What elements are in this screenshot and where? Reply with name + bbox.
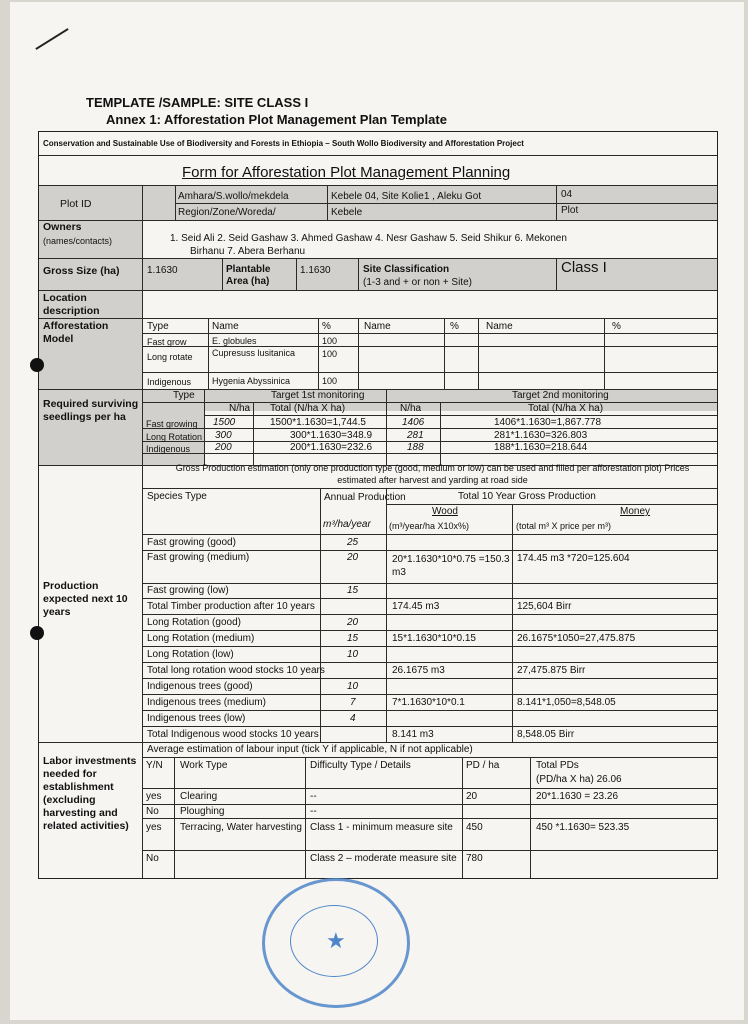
seedling-row-type: Fast growing xyxy=(146,419,198,429)
production-row-species: Indigenous trees (good) xyxy=(147,681,253,692)
production-total-indigenous-wood: 8.141 m3 xyxy=(392,729,434,740)
production-row-species: Indigenous trees (medium) xyxy=(147,697,266,708)
labor-row-difficulty: Class 2 – moderate measure site xyxy=(310,853,457,864)
labor-intro: Average estimation of labour input (tick Y if applicable, N if not applicable) xyxy=(147,744,473,755)
production-row-wood: 7*1.1630*10*0.1 xyxy=(392,697,465,708)
labor-yn-header: Y/N xyxy=(146,760,163,771)
labor-row-difficulty: -- xyxy=(310,791,317,802)
seedling-type-header: Type xyxy=(173,390,195,401)
kebele-label: Kebele xyxy=(331,207,363,218)
labor-row-yn: yes xyxy=(146,791,162,802)
plantable-area-label: Plantable Area (ha) xyxy=(226,264,271,287)
labor-row-pd: 450 xyxy=(466,822,483,833)
production-total-long-rotation: Total long rotation wood stocks 10 years xyxy=(147,665,325,676)
labor-row-total: 450 *1.1630= 523.35 xyxy=(536,822,630,833)
production-row-money: 174.45 m3 *720=125.604 xyxy=(517,553,630,564)
site-classification-note: (1-3 and + or non + Site) xyxy=(363,277,472,288)
model-row-name: E. globules xyxy=(212,336,257,346)
labor-row-work: Clearing xyxy=(180,791,218,802)
labor-row-work: Terracing, Water harvesting xyxy=(180,822,302,833)
production-row-annual: 4 xyxy=(350,713,356,724)
production-row-money: 8.141*1,050=8,548.05 xyxy=(517,697,616,708)
labor-row-pd: 20 xyxy=(466,791,478,802)
site-class-value: Class I xyxy=(561,259,607,276)
target-2-total: Total (N/ha X ha) xyxy=(528,403,604,414)
target-1-total: Total (N/ha X ha) xyxy=(270,403,346,414)
production-total-timber: Total Timber production after 10 years xyxy=(147,601,315,612)
kebele-value: Kebele 04, Site Kolie1 , Aleku Got xyxy=(331,191,482,202)
production-total-long-rotation-wood: 26.1675 m3 xyxy=(392,665,445,676)
production-row-money: 26.1675*1050=27,475.875 xyxy=(517,633,636,644)
model-header-name-2: Name xyxy=(364,321,391,332)
region-value: Amhara/S.wollo/mekdela xyxy=(178,191,289,202)
production-row-annual: 7 xyxy=(350,697,356,708)
owners-line-1: 1. Seid Ali 2. Seid Gashaw 3. Ahmed Gashaw 4. Nesr Gashaw 5. Seid Shikur 6. Mekonen xyxy=(170,233,567,244)
seedling-row-t1: 1500*1.1630=1,744.5 xyxy=(270,417,366,428)
project-name: Conservation and Sustainable Use of Biodiversity and Forests in Ethiopia – South Wollo Biodiversity and Afforestation Project xyxy=(43,139,524,148)
model-header-type: Type xyxy=(147,321,169,332)
seedling-row-t2: 1406*1.1630=1,867.778 xyxy=(494,417,602,428)
production-row-species: Long Rotation (low) xyxy=(147,649,234,660)
wood-unit: (m³/year/ha X10x%) xyxy=(389,521,470,531)
labor-total-header-2: (PD/ha X ha) 26.06 xyxy=(536,774,622,785)
labor-row-difficulty: -- xyxy=(310,806,317,817)
target-2-nha: N/ha xyxy=(400,403,422,414)
seedling-row-n2: 188 xyxy=(407,442,424,453)
target-1-header: Target 1st monitoring xyxy=(271,390,365,401)
seedling-row-type: Long Rotation xyxy=(146,432,203,442)
plantable-area-value: 1.1630 xyxy=(300,265,331,276)
labor-row-difficulty: Class 1 - minimum measure site xyxy=(310,822,453,833)
owners-line-2: Birhanu 7. Abera Berhanu xyxy=(190,246,306,257)
production-total-indigenous: Total Indigenous wood stocks 10 years xyxy=(147,729,319,740)
seedlings-label: Required surviving seedlings per ha xyxy=(43,398,139,423)
seedling-row-n1: 200 xyxy=(215,442,232,453)
seedling-row-type: Indigenous xyxy=(146,444,191,454)
afforestation-model-label: Afforestation Model xyxy=(43,320,109,345)
labor-total-header: Total PDs xyxy=(536,760,579,771)
money-unit: (total m³ X price per m³) xyxy=(516,521,612,531)
model-row-name: Hygenia Abyssinica xyxy=(212,376,291,386)
production-row-species: Fast growing (medium) xyxy=(147,552,250,563)
production-label: Production expected next 10 years xyxy=(43,580,128,618)
document-subtitle: Annex 1: Afforestation Plot Management Plan Template xyxy=(106,112,447,127)
production-total-timber-money: 125,604 Birr xyxy=(517,601,572,612)
model-row-pct: 100 xyxy=(322,349,338,359)
location-label: Location description xyxy=(43,292,100,317)
model-header-pct-1: % xyxy=(322,321,331,332)
plot-id-label: Plot ID xyxy=(60,198,92,210)
annual-production-unit: m³/ha/year xyxy=(323,519,371,530)
model-header-pct-2: % xyxy=(450,321,459,332)
annual-production-header: Annual Production xyxy=(324,492,406,503)
form-title: Form for Afforestation Plot Management Planning xyxy=(182,164,511,181)
document-title: TEMPLATE /SAMPLE: SITE CLASS I xyxy=(86,95,309,110)
production-total-long-rotation-money: 27,475.875 Birr xyxy=(517,665,586,676)
model-header-name-3: Name xyxy=(486,321,513,332)
total-production-header: Total 10 Year Gross Production xyxy=(458,491,596,502)
production-row-annual: 15 xyxy=(347,585,359,596)
production-row-species: Long Rotation (good) xyxy=(147,617,241,628)
labor-difficulty-header: Difficulty Type / Details xyxy=(310,760,411,771)
stamp-star-icon: ★ xyxy=(326,928,346,953)
production-row-annual: 20 xyxy=(347,552,359,563)
owners-label: Owners xyxy=(43,221,82,233)
money-header: Money xyxy=(620,506,651,517)
seedling-row-n1: 300 xyxy=(215,430,232,441)
production-row-annual: 15 xyxy=(347,633,359,644)
wood-header: Wood xyxy=(432,506,458,517)
seedling-row-n2: 281 xyxy=(407,430,424,441)
production-row-species: Fast growing (low) xyxy=(147,585,229,596)
production-row-species: Long Rotation (medium) xyxy=(147,633,255,644)
species-type-header: Species Type xyxy=(147,491,207,502)
region-label: Region/Zone/Woreda/ xyxy=(178,207,276,218)
owners-sublabel: (names/contacts) xyxy=(43,236,113,246)
seedling-row-n2: 1406 xyxy=(402,417,425,428)
punch-hole xyxy=(30,626,44,640)
gross-size-value: 1.1630 xyxy=(147,265,178,276)
labor-row-work: Ploughing xyxy=(180,806,225,817)
production-row-species: Indigenous trees (low) xyxy=(147,713,246,724)
model-row-pct: 100 xyxy=(322,336,338,346)
model-row-type: Fast grow xyxy=(147,337,187,347)
production-intro: Gross Production estimation (only one production type (good, medium or low) can be used and filled per afforestation plot) Prices estimated after harvest and yarding at road side xyxy=(175,463,690,485)
labor-row-total: 20*1.1630 = 23.26 xyxy=(536,791,619,802)
punch-hole xyxy=(30,358,44,372)
labor-row-yn: No xyxy=(146,853,159,864)
labor-pd-header: PD / ha xyxy=(466,760,500,771)
production-row-annual: 20 xyxy=(347,617,359,628)
model-row-type: Indigenous xyxy=(147,377,192,387)
seedling-row-t2: 281*1.1630=326.803 xyxy=(494,430,588,441)
production-row-wood: 15*1.1630*10*0.15 xyxy=(392,633,476,644)
production-total-timber-wood: 174.45 m3 xyxy=(392,601,440,612)
plot-label: Plot xyxy=(561,205,579,216)
model-row-pct: 100 xyxy=(322,376,338,386)
production-row-annual: 10 xyxy=(347,681,359,692)
target-1-nha: N/ha xyxy=(229,403,251,414)
seedling-row-t1: 300*1.1630=348.9 xyxy=(290,430,373,441)
model-header-name-1: Name xyxy=(212,321,239,332)
model-row-type: Long rotate xyxy=(147,352,193,362)
gross-size-label: Gross Size (ha) xyxy=(43,265,120,277)
model-row-name: Cupresuss lusitanica xyxy=(212,348,296,358)
production-row-annual: 10 xyxy=(347,649,359,660)
site-classification-label: Site Classification xyxy=(363,264,450,275)
seedling-row-n1: 1500 xyxy=(213,417,236,428)
production-total-indigenous-money: 8,548.05 Birr xyxy=(517,729,575,740)
plot-value: 04 xyxy=(561,189,573,200)
model-header-pct-3: % xyxy=(612,321,621,332)
seedling-row-t2: 188*1.1630=218.644 xyxy=(494,442,588,453)
production-row-annual: 25 xyxy=(347,537,359,548)
production-row-species: Fast growing (good) xyxy=(147,537,236,548)
labor-row-pd: 780 xyxy=(466,853,483,864)
production-row-wood: 20*1.1630*10*0.75 =150.3 m3 xyxy=(392,554,510,578)
target-2-header: Target 2nd monitoring xyxy=(512,390,609,401)
labor-work-header: Work Type xyxy=(180,760,228,771)
labor-row-yn: No xyxy=(146,806,159,817)
labor-row-yn: yes xyxy=(146,822,162,833)
seedling-row-t1: 200*1.1630=232.6 xyxy=(290,442,373,453)
labor-label: Labor investments needed for establishment (excluding harvesting and related activities) xyxy=(43,755,137,832)
